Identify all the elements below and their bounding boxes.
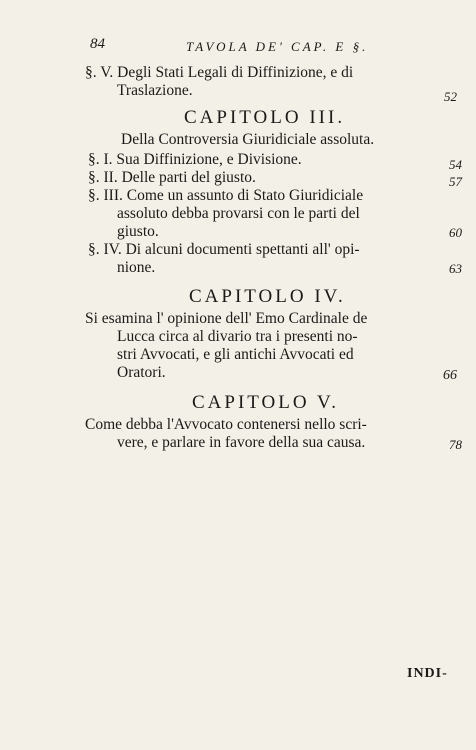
page-number: 84	[90, 36, 105, 52]
entry-c4-line2: Lucca circa al divario tra i presenti no-	[117, 328, 358, 345]
entry-c3-s1: §. I. Sua Diffinizione, e Divisione.	[88, 151, 302, 168]
entry-c3-s3-line1: §. III. Come un assunto di Stato Giuridiciale	[88, 187, 364, 204]
chapter-3-title: CAPITOLO III.	[184, 107, 346, 128]
entry-c3-s2: §. II. Delle parti del giusto.	[88, 169, 256, 186]
entry-c3-s3-line2: assoluto debba provarsi con le parti del	[117, 205, 360, 222]
entry-c3-s4-line1: §. IV. Di alcuni documenti spettanti all' opi-	[88, 241, 360, 258]
entry-c3-s1-page: 54	[449, 157, 462, 172]
catchword: INDI-	[407, 666, 448, 681]
chapter-3-subtitle: Della Controversia Giuridiciale assoluta.	[121, 131, 375, 148]
entry-s5-line1: §. V. Degli Stati Legali di Diffinizione, e di	[85, 64, 354, 81]
running-title: TAVOLA DE' CAP. E §.	[186, 39, 369, 54]
entry-c4-page: 66	[443, 368, 457, 383]
entry-c5-line2: vere, e parlare in favore della sua causa.	[117, 434, 366, 451]
entry-c3-s3-line3: giusto.	[117, 223, 159, 240]
entry-c3-s3-page: 60	[449, 225, 462, 240]
entry-c3-s4-line2: nione.	[117, 259, 156, 276]
chapter-5-title: CAPITOLO V.	[192, 392, 340, 413]
entry-c5-page: 78	[449, 437, 462, 452]
entry-c4-line4: Oratori.	[117, 364, 166, 381]
entry-s5-page: 52	[444, 89, 457, 104]
entry-c3-s4-page: 63	[449, 261, 462, 276]
entry-s5-line2: Traslazione.	[117, 82, 193, 99]
chapter-4-title: CAPITOLO IV.	[189, 286, 346, 307]
entry-c4-line1: Si esamina l' opinione dell' Emo Cardinale de	[85, 310, 368, 327]
entry-c4-line3: stri Avvocati, e gli antichi Avvocati ed	[117, 346, 354, 363]
entry-c5-line1: Come debba l'Avvocato contenersi nello scri-	[85, 416, 367, 433]
entry-c3-s2-page: 57	[449, 174, 462, 189]
